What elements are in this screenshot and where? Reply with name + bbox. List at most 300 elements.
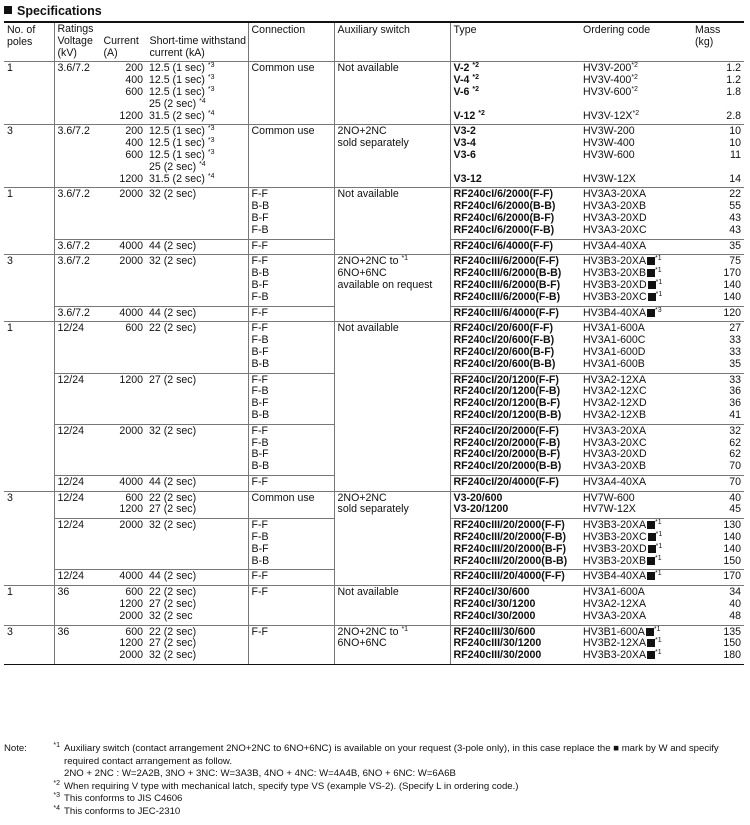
footnote-mark: *1	[655, 570, 662, 578]
footnote-mark: *3	[207, 148, 215, 156]
cell-line: Not available	[337, 62, 399, 75]
footnote-mark: *3	[207, 125, 215, 133]
note-text: This conforms to JIS C4606	[64, 793, 183, 805]
cell-line: 12/24	[57, 491, 85, 504]
cell-line: 150	[723, 637, 742, 650]
cell-ordering-code	[580, 239, 692, 255]
cell-line: V3-4	[453, 137, 476, 150]
cell-line: 3.6/7.2	[57, 255, 90, 268]
cell-current	[100, 62, 146, 125]
cell-line: 1200	[119, 109, 143, 122]
cell-line: HV3A1-600B	[583, 357, 645, 370]
cell-line: RF240cIII/30/2000	[453, 649, 542, 662]
cell-current	[100, 188, 146, 239]
specifications-table	[4, 21, 744, 665]
cell-voltage	[54, 519, 100, 570]
cell-poles	[4, 491, 54, 586]
cell-type	[450, 586, 580, 625]
cell-line: 22 (2 sec)	[149, 625, 197, 638]
cell-mass	[692, 491, 744, 519]
cell-poles	[4, 322, 54, 491]
cell-ordering-code	[580, 188, 692, 239]
cell-mass	[692, 322, 744, 373]
black-square-icon	[647, 521, 655, 529]
cell-connection	[248, 491, 334, 519]
black-square-icon	[647, 257, 655, 265]
cell-current	[100, 586, 146, 625]
cell-voltage	[54, 625, 100, 664]
cell-connection	[248, 255, 334, 306]
cell-line: 62	[729, 448, 742, 461]
cell-current	[100, 125, 146, 188]
cell-line: 1200	[119, 172, 143, 185]
cell-line: 3.6/7.2	[57, 306, 90, 319]
cell-line: RF240cI/30/2000	[453, 609, 536, 622]
header-connection: Connection	[248, 22, 334, 62]
black-square-icon	[646, 628, 654, 636]
cell-line: HV3B3-20XA $^{*1}$	[583, 255, 662, 268]
cell-type	[450, 188, 580, 239]
cell-line: HV3W-400	[583, 137, 635, 150]
cell-line: 6NO+6NC	[337, 637, 387, 650]
cell-type	[450, 62, 580, 125]
cell-line: 200	[125, 125, 143, 138]
cell-line: 27 (2 sec)	[149, 598, 197, 611]
cell-line: RF240cI/20/1200(B-F)	[453, 397, 561, 410]
note-label	[4, 793, 42, 806]
cell-line: 12.5 (1 sec) $^{*3}$	[149, 62, 215, 75]
cell-line: HV3A1-600A	[583, 586, 645, 599]
cell-ordering-code	[580, 255, 692, 306]
cell-line: 22 (2 sec)	[149, 322, 197, 335]
cell-voltage	[54, 491, 100, 519]
cell-line: RF240cI/30/1200	[453, 598, 536, 611]
black-square-icon	[648, 281, 656, 289]
cell-connection	[248, 306, 334, 322]
cell-line: 12/24	[57, 475, 85, 488]
cell-line	[454, 99, 578, 111]
cell-short-time	[146, 62, 248, 125]
cell-poles	[4, 188, 54, 255]
cell-line: HV3V-600$^{*2}$	[583, 85, 638, 98]
cell-line: HV3W-600	[583, 148, 635, 161]
cell-line: HV3V-400$^{*2}$	[583, 74, 638, 87]
cell-line: RF240cI/20/1200(B-B)	[453, 408, 562, 421]
cell-line: F-F	[251, 373, 269, 386]
cell-line: 32	[729, 424, 742, 437]
footnote-mark: *4	[199, 160, 206, 168]
cell-line: B-B	[251, 200, 270, 213]
cell-line: F-F	[251, 586, 269, 599]
cell-line: RF240cIII/6/4000(F-F)	[453, 306, 559, 319]
black-square-icon	[647, 557, 655, 565]
notes-section	[4, 743, 744, 819]
cell-current	[100, 424, 146, 475]
cell-short-time	[146, 475, 248, 491]
cell-type	[450, 306, 580, 322]
cell-line: 1200	[119, 598, 143, 611]
cell-aux	[334, 491, 450, 586]
cell-aux	[334, 322, 450, 491]
cell-line: 140	[723, 290, 742, 303]
cell-aux	[334, 586, 450, 625]
footnote-mark: *2	[472, 62, 480, 70]
note-text: Auxiliary switch (contact arrangement 2NO+2NC to 6NO+6NC) is available on your request (3-pole only), in this case replace the ■ mark by W and specify	[64, 743, 719, 754]
cell-line: 32 (2 sec)	[149, 424, 197, 437]
header-current: Current	[103, 34, 139, 47]
note-mark	[42, 743, 64, 756]
cell-short-time	[146, 255, 248, 306]
note-line	[4, 781, 744, 794]
cell-line: HV3A3-20XC	[583, 223, 647, 236]
cell-line: 2.8	[726, 109, 742, 122]
cell-voltage	[54, 62, 100, 125]
cell-mass	[692, 373, 744, 424]
cell-line: 35	[729, 357, 742, 370]
note-line	[4, 756, 744, 769]
cell-line: Not available	[337, 322, 399, 335]
cell-line: RF240cI/20/600(F-F)	[453, 322, 554, 335]
cell-mass	[692, 519, 744, 570]
cell-line: sold separately	[337, 137, 409, 150]
footnote-mark: *4	[53, 804, 60, 812]
cell-short-time	[146, 424, 248, 475]
cell-line: HV3B3-20XD $^{*1}$	[583, 278, 663, 291]
cell-line: F-B	[251, 334, 269, 347]
cell-line: 4000	[119, 475, 143, 488]
cell-line: 3.6/7.2	[57, 239, 90, 252]
footnote-mark: *1	[655, 637, 662, 645]
note-text: 2NO + 2NC : W=2A2B, 3NO + 3NC: W=3A3B, 4NO + 4NC: W=4A4B, 6NO + 6NC: W=6A6B	[64, 768, 456, 780]
black-square-icon	[647, 639, 655, 647]
cell-line: B-F	[251, 397, 269, 410]
cell-line: 12.5 (1 sec) $^{*3}$	[149, 74, 215, 87]
cell-line: 4000	[119, 239, 143, 252]
cell-line: HV3B3-20XB $^{*1}$	[583, 554, 662, 567]
cell-connection	[248, 475, 334, 491]
cell-line: RF240cI/6/4000(F-F)	[453, 239, 554, 252]
cell-line: 41	[729, 408, 742, 421]
cell-type	[450, 424, 580, 475]
cell-line: 2000	[119, 519, 143, 532]
footnote-mark: *2	[478, 109, 485, 117]
cell-line: F-B	[251, 436, 269, 449]
cell-line: 32 (2 sec)	[149, 255, 197, 268]
cell-connection	[248, 586, 334, 625]
cell-line: B-F	[251, 211, 269, 224]
cell-line: 12/24	[57, 519, 85, 532]
cell-line: 1.8	[726, 85, 742, 98]
cell-line: HV3A3-20XA	[583, 609, 647, 622]
table-row	[4, 188, 744, 239]
cell-line: 48	[729, 609, 742, 622]
cell-voltage	[54, 255, 100, 306]
cell-line: RF240cIII/6/2000(B-B)	[453, 267, 562, 280]
cell-line: V3-12	[453, 172, 482, 185]
cell-line: HV3B3-20XC $^{*1}$	[583, 531, 663, 544]
note-label	[4, 806, 42, 819]
cell-line: Not available	[337, 586, 399, 599]
cell-line: HV3A4-40XA	[583, 475, 647, 488]
cell-line: HV3A2-12XB	[583, 408, 647, 421]
footnote-mark: *3	[207, 85, 215, 93]
cell-aux	[334, 255, 450, 322]
footnote-mark: *2	[53, 779, 60, 787]
black-square-icon	[647, 651, 655, 659]
cell-line: RF240cI/20/2000(B-F)	[453, 448, 561, 461]
cell-short-time	[146, 125, 248, 188]
table-row	[4, 491, 744, 519]
footnote-mark: *1	[655, 278, 663, 286]
cell-line: 12.5 (1 sec) $^{*3}$	[149, 148, 215, 161]
cell-line: 2000	[119, 255, 143, 268]
cell-line: HV3A3-20XC	[583, 436, 647, 449]
cell-connection	[248, 239, 334, 255]
cell-ordering-code	[580, 586, 692, 625]
cell-connection	[248, 625, 334, 664]
cell-line: 140	[723, 278, 742, 291]
cell-line: 44 (2 sec)	[149, 570, 197, 583]
note-line	[4, 768, 744, 781]
table-row	[4, 322, 744, 373]
cell-line: HV7W-12X	[583, 503, 636, 516]
header-ordering: Ordering code	[580, 22, 692, 62]
cell-line: 32 (2 sec	[149, 609, 193, 622]
cell-type	[450, 519, 580, 570]
cell-line: RF240cI/20/2000(F-F)	[453, 424, 559, 437]
cell-aux	[334, 62, 450, 125]
cell-line: B-F	[251, 345, 269, 358]
cell-ordering-code	[580, 424, 692, 475]
note-line	[4, 806, 744, 819]
cell-line: RF240cI/6/2000(B-B)	[453, 200, 556, 213]
cell-line: RF240cI/6/2000(F-F)	[453, 188, 554, 201]
cell-line: 4000	[119, 306, 143, 319]
cell-connection	[248, 125, 334, 188]
cell-voltage	[54, 424, 100, 475]
cell-line: HV3B3-20XC $^{*1}$	[583, 290, 663, 303]
cell-line: HV3B3-20XA $^{*1}$	[583, 519, 662, 532]
cell-line: V-6 $^{*2}$	[453, 85, 480, 98]
header-aux: Auxiliary switch	[334, 22, 450, 62]
cell-line: F-B	[251, 385, 269, 398]
cell-line: F-B	[251, 223, 269, 236]
cell-line: 4000	[119, 570, 143, 583]
cell-line: RF240cI/20/2000(F-B)	[453, 436, 561, 449]
cell-line: HV3B3-20XD $^{*1}$	[583, 542, 663, 555]
cell-line: B-F	[251, 542, 269, 555]
cell-ordering-code	[580, 625, 692, 664]
cell-line: HV3A3-20XB	[583, 200, 647, 213]
footnote-mark: *3	[53, 792, 60, 800]
cell-line: 12/24	[57, 424, 85, 437]
cell-line: 27 (2 sec)	[149, 503, 197, 516]
cell-voltage	[54, 188, 100, 239]
cell-line: 12.5 (1 sec) $^{*3}$	[149, 85, 215, 98]
cell-line: Common use	[251, 125, 315, 138]
cell-line: 40	[729, 598, 742, 611]
cell-line: RF240cIII/20/2000(B-F)	[453, 542, 566, 555]
cell-connection	[248, 188, 334, 239]
black-square-icon	[648, 545, 656, 553]
cell-line: RF240cIII/20/2000(B-B)	[453, 554, 568, 567]
cell-connection	[248, 570, 334, 586]
cell-line: B-B	[251, 357, 270, 370]
cell-current	[100, 306, 146, 322]
cell-line: HV3A1-600D	[583, 345, 646, 358]
cell-line: 11	[730, 148, 742, 161]
cell-line: HV3A2-12XA	[583, 598, 647, 611]
cell-line: 1	[7, 188, 13, 201]
cell-line: HV3V-200$^{*2}$	[583, 62, 638, 75]
cell-line: B-F	[251, 448, 269, 461]
cell-line: B-B	[251, 554, 270, 567]
cell-line: B-B	[251, 460, 270, 473]
cell-type	[450, 491, 580, 519]
cell-line: 1	[7, 586, 13, 599]
cell-line: Common use	[251, 491, 315, 504]
footnote-mark: *4	[207, 109, 215, 117]
cell-line: HV3B1-600A $^{*1}$	[583, 625, 661, 638]
cell-short-time	[146, 239, 248, 255]
footnote-mark: *3	[207, 62, 215, 70]
cell-aux	[334, 188, 450, 255]
cell-line: F-F	[251, 424, 269, 437]
cell-line: HV3A1-600A	[583, 322, 645, 335]
cell-voltage	[54, 125, 100, 188]
cell-voltage	[54, 322, 100, 373]
cell-mass	[692, 424, 744, 475]
footnote-mark: *1	[53, 742, 60, 749]
cell-poles	[4, 62, 54, 125]
header-short-time: Short-time withstand	[149, 34, 247, 47]
cell-line: HV3B4-40XA $^{*3}$	[583, 306, 662, 319]
note-label: Note:	[4, 743, 27, 754]
cell-mass	[692, 475, 744, 491]
cell-short-time	[146, 306, 248, 322]
cell-short-time	[146, 625, 248, 664]
cell-line: 170	[723, 267, 742, 280]
cell-type	[450, 239, 580, 255]
cell-line: Common use	[251, 62, 315, 75]
cell-line: RF240cIII/6/2000(F-F)	[453, 255, 559, 268]
cell-line: 200	[125, 62, 143, 75]
cell-ordering-code	[580, 322, 692, 373]
cell-line: F-F	[251, 570, 269, 583]
cell-line: RF240cI/20/1200(F-F)	[453, 373, 559, 386]
cell-ordering-code	[580, 62, 692, 125]
cell-line: 2NO+2NC to $^{*1}$	[337, 625, 409, 638]
cell-line: HV3B3-20XB $^{*1}$	[583, 267, 662, 280]
heading-text: Specifications	[17, 4, 102, 18]
cell-line: HV3B4-40XA $^{*1}$	[583, 570, 662, 583]
cell-line	[695, 162, 741, 174]
cell-line: 43	[729, 211, 742, 224]
cell-line: RF240cI/20/600(B-F)	[453, 345, 555, 358]
cell-short-time	[146, 570, 248, 586]
cell-line: 135	[723, 625, 742, 638]
cell-type	[450, 322, 580, 373]
cell-line: 25 (2 sec) $^{*4}$	[149, 97, 206, 110]
cell-line: 12/24	[57, 570, 85, 583]
cell-line: HV3A3-20XD	[583, 211, 647, 224]
cell-line: 10	[729, 125, 742, 138]
cell-line: V-12 $^{*2}$	[453, 109, 485, 122]
cell-line: 12.5 (1 sec) $^{*3}$	[149, 137, 215, 150]
cell-line: 62	[729, 436, 742, 449]
cell-line: F-F	[251, 239, 269, 252]
cell-short-time	[146, 519, 248, 570]
cell-ordering-code	[580, 491, 692, 519]
cell-line: $HV3V-12X^{*2}$	[583, 109, 640, 122]
cell-line: HV3W-200	[583, 125, 635, 138]
cell-line: 2000	[119, 424, 143, 437]
footnote-mark: *1	[655, 554, 662, 562]
cell-line: V3-2	[453, 125, 476, 138]
cell-line: 36	[729, 397, 742, 410]
cell-poles	[4, 586, 54, 625]
table-row	[4, 62, 744, 125]
cell-voltage	[54, 306, 100, 322]
cell-line: 600	[125, 586, 143, 599]
note-text: required contact arrangement as follow.	[64, 755, 232, 767]
cell-line: 35	[729, 239, 742, 252]
cell-line: HV3A3-20XB	[583, 460, 647, 473]
cell-line: 400	[125, 137, 143, 150]
cell-voltage	[54, 239, 100, 255]
cell-line: 1200	[119, 637, 143, 650]
cell-type	[450, 125, 580, 188]
cell-current	[100, 491, 146, 519]
cell-line: 600	[125, 85, 143, 98]
note-text: When requiring V type with mechanical latch, specify type VS (example VS-2). (Specify L in ordering code.)	[64, 780, 519, 792]
cell-mass	[692, 188, 744, 239]
header-poles: No. of poles	[4, 22, 54, 62]
cell-line: 27 (2 sec)	[149, 637, 197, 650]
cell-line: available on request	[337, 278, 433, 291]
cell-type	[450, 625, 580, 664]
cell-line: 44 (2 sec)	[149, 306, 197, 319]
footnote-mark: *2	[472, 74, 480, 82]
cell-line: 27 (2 sec)	[149, 373, 197, 386]
footnote-mark: *3	[655, 306, 662, 314]
cell-voltage	[54, 586, 100, 625]
cell-line: F-F	[251, 255, 269, 268]
footnote-mark: *1	[655, 519, 662, 527]
cell-line: 1.2	[726, 62, 742, 75]
cell-line: HV3A1-600C	[583, 334, 646, 347]
cell-line: HV7W-600	[583, 491, 635, 504]
cell-line: 32 (2 sec)	[149, 649, 197, 662]
cell-mass	[692, 125, 744, 188]
cell-line: RF240cI/20/1200(F-B)	[453, 385, 561, 398]
cell-current	[100, 255, 146, 306]
cell-line: RF240cI/20/4000(F-F)	[453, 475, 559, 488]
cell-line: 3.6/7.2	[57, 62, 90, 75]
cell-mass	[692, 570, 744, 586]
cell-line: 1200	[119, 373, 143, 386]
cell-current	[100, 322, 146, 373]
cell-ordering-code	[580, 570, 692, 586]
cell-line: RF240cIII/30/600	[453, 625, 536, 638]
cell-line: 55	[729, 200, 742, 213]
table-body	[4, 62, 744, 665]
cell-line: 120	[723, 306, 742, 319]
black-square-icon	[648, 293, 656, 301]
cell-mass	[692, 239, 744, 255]
black-square-icon	[647, 269, 655, 277]
cell-line: HV3B3-20XA $^{*1}$	[583, 649, 662, 662]
